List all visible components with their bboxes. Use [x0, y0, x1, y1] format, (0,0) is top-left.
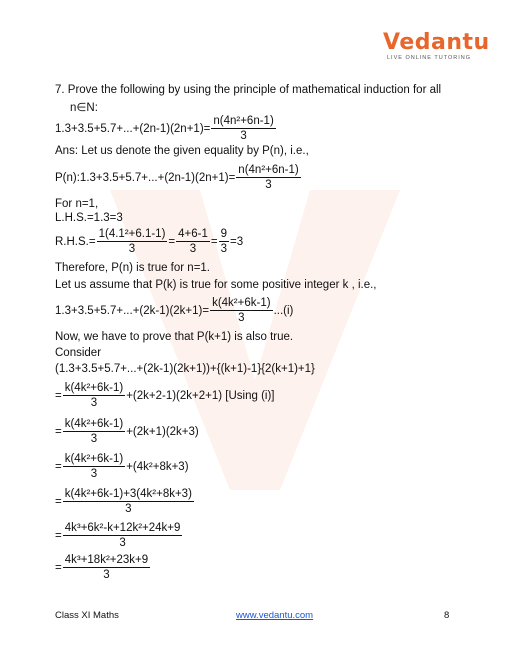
- statement-lhs: 1.3+3.5+5.7+...+(2n-1)(2n+1)=: [55, 122, 211, 135]
- pn-numerator: n(4n²+6n-1): [238, 164, 299, 176]
- pk-denominator: 3: [238, 312, 245, 324]
- pn-denominator: 3: [265, 179, 272, 191]
- therefore-line: Therefore, P(n) is true for n=1.: [55, 262, 210, 274]
- rhs-numerator-1: 1(4.1²+6.1-1): [98, 228, 166, 240]
- footer-link[interactable]: www.vedantu.com: [236, 610, 314, 621]
- statement-equation: [55, 114, 277, 143]
- pk-lhs: 1.3+3.5+5.7+...+(2k-1)(2k+1)=: [55, 304, 210, 317]
- rhs-label: R.H.S.=: [55, 235, 96, 248]
- step-2-rest: +(2k+1)(2k+3): [126, 425, 199, 438]
- step-2-denominator: 3: [90, 433, 98, 445]
- step-1-numerator: k(4k²+6k-1): [64, 382, 124, 394]
- footer-class: Class XI Maths: [55, 610, 119, 621]
- rhs-fraction-1: [97, 227, 168, 256]
- step-6-denominator: 3: [103, 569, 110, 581]
- equals-sign: =: [210, 235, 218, 248]
- answer-intro: Ans: Let us denote the given equality by P(n), i.e.,: [55, 145, 309, 157]
- rhs-fraction-2: [176, 227, 210, 256]
- step-6-fraction: [63, 553, 150, 582]
- step-3: [55, 452, 189, 481]
- pn-fraction: [236, 163, 300, 192]
- equals-sign: =: [168, 235, 176, 248]
- step-3-rest: +(4k²+8k+3): [126, 460, 189, 473]
- step-5: [55, 521, 183, 550]
- pn-equation: [55, 163, 302, 192]
- step-1-fraction: [63, 381, 125, 410]
- equals-sign: =: [55, 561, 62, 574]
- lhs-equation: L.H.S.=1.3=3: [55, 212, 123, 224]
- logo-brand: Vedantu: [383, 30, 490, 55]
- step-1-denominator: 3: [90, 397, 98, 409]
- step-4-denominator: 3: [125, 503, 132, 515]
- step-6-numerator: 4k³+18k²+23k+9: [64, 554, 149, 566]
- question-line-2: n∈N:: [70, 102, 98, 114]
- page-number: 8: [444, 610, 450, 621]
- pk-numerator: k(4k²+6k-1): [212, 297, 271, 309]
- step-1: [55, 381, 275, 410]
- step-6: [55, 553, 151, 582]
- equals-sign: =: [55, 495, 62, 508]
- step-1-rest: +(2k+2-1)(2k+2+1) [Using (i)]: [126, 389, 275, 402]
- statement-fraction: [211, 114, 275, 143]
- question-line-1: 7. Prove the following by using the principle of mathematical induction for all: [55, 84, 442, 96]
- consider-expression: (1.3+3.5+5.7+...+(2k-1)(2k+1))+{(k+1)-1}{2(k+1)+1}: [55, 363, 315, 375]
- pn-lhs: P(n):1.3+3.5+5.7+...+(2n-1)(2n+1)=: [55, 171, 236, 184]
- step-5-denominator: 3: [119, 537, 126, 549]
- equals-sign: =: [55, 460, 62, 473]
- step-5-fraction: [63, 521, 183, 550]
- step-4: [55, 487, 195, 516]
- rhs-fraction-3: [219, 227, 229, 256]
- logo-tagline: LIVE ONLINE TUTORING: [387, 55, 471, 61]
- equals-sign: =: [55, 389, 62, 402]
- step-3-denominator: 3: [90, 468, 98, 480]
- vedantu-logo: [383, 30, 490, 61]
- step-3-numerator: k(4k²+6k-1): [64, 453, 124, 465]
- rhs-numerator-3: 9: [220, 228, 227, 240]
- rhs-denominator-3: 3: [220, 243, 227, 255]
- rhs-numerator-2: 4+6-1: [178, 228, 208, 240]
- assume-line: Let us assume that P(k) is true for some positive integer k , i.e.,: [55, 279, 377, 291]
- pk-equation: [55, 296, 293, 325]
- now-line: Now, we have to prove that P(k+1) is also true.: [55, 331, 294, 343]
- consider-label: Consider: [55, 347, 102, 359]
- statement-numerator: n(4n²+6n-1): [213, 115, 274, 127]
- step-4-fraction: [63, 487, 194, 516]
- step-2: [55, 417, 199, 446]
- equals-sign: =: [55, 425, 62, 438]
- step-3-fraction: [63, 452, 125, 481]
- rhs-end: =3: [229, 235, 244, 248]
- equals-sign: =: [55, 529, 62, 542]
- step-5-numerator: 4k³+6k²-k+12k²+24k+9: [64, 522, 181, 534]
- pk-fraction: [210, 296, 272, 325]
- step-2-fraction: [63, 417, 125, 446]
- rhs-denominator-1: 3: [128, 243, 136, 255]
- rhs-denominator-2: 3: [189, 243, 197, 255]
- pk-tag: ...(i): [273, 304, 294, 317]
- step-4-numerator: k(4k²+6k-1)+3(4k²+8k+3): [64, 488, 192, 500]
- rhs-equation: [55, 227, 243, 256]
- step-2-numerator: k(4k²+6k-1): [64, 418, 124, 430]
- for-n1: For n=1,: [55, 198, 99, 210]
- statement-denominator: 3: [240, 130, 247, 142]
